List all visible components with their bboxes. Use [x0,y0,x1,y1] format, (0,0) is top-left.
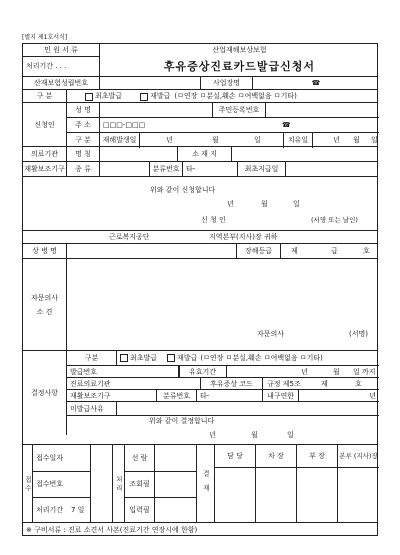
valid-year: 년 [301,368,308,376]
name-value[interactable] [100,103,213,117]
device-class-value[interactable]: 타- [183,162,238,177]
rrn-value[interactable] [266,103,379,117]
rrn-label: 주민등록번호 [213,103,266,117]
phone-icon: ☎ [311,79,321,87]
final-day: 일 [287,431,294,439]
grade-prefix: 제 [291,247,298,255]
required-docs: ※ 구비서류 : 진료 소견서 사본(진료기간 연장시에 한함) [26,526,198,534]
care-inst-label: 진료의료기관 [67,378,201,390]
advisor-label: 자문의사 [257,330,285,338]
recipient-office: 지역본부(지사)장 귀하 [209,233,278,241]
postal-code-boxes: □□□-□□□ [103,121,146,129]
division-row [23,89,377,103]
checkbox-reissue[interactable] [140,93,148,101]
grade-value[interactable] [281,244,379,259]
receipt-date-label: 접수일자 [33,445,91,471]
aid-class-value[interactable]: 타- [197,390,263,402]
grade-item-unit: 호 [363,247,370,255]
period-label-text: 처리기간 [36,506,64,514]
decision-reissue-detail: (ㅁ연장 ㅁ분실,훼손 ㅁ여백없음 ㅁ기타) [200,353,323,362]
input-label: 입력필 [125,497,155,523]
opinion-label-1: 자문의사 [30,293,59,302]
reissue-detail: (ㅁ연장 ㅁ분실,훼손 ㅁ여백없음 ㅁ기타) [174,92,297,100]
applicant-div-label: 구 분 [67,133,100,148]
device-label: 재활보조기구 [23,162,67,177]
johwe-label: 조회필 [125,471,155,497]
phone-icon-2: ☎ [282,121,291,129]
insurance-no-label: 산재보험성립번호 [23,77,100,90]
footer-row [23,522,377,538]
processing-table [23,444,377,523]
application-form [22,43,378,536]
valid-day: 일 까지 [353,368,376,376]
agency-name: 산업재해보상보험 [212,45,267,54]
approval-vertical-label: 결재 [197,445,215,523]
reissue-label: 재발급 [150,92,171,100]
decision-first-label: 최초발급 [130,353,158,362]
day-unit: 일 [254,136,261,144]
medical-name-label: 명 칭 [67,147,100,162]
device-kind-label: 종 류 [67,162,100,177]
final-declaration [23,414,377,444]
johwe-value[interactable] [155,471,197,497]
applicant-sign-label: 신 청 인 [201,216,226,224]
injury-row [23,243,377,259]
recipient-agency: 근로복지공단 [109,233,150,241]
sign-box-deputy[interactable] [256,467,297,523]
role-charge: 담 당 [215,445,256,467]
day-unit-2: 일 [371,136,378,144]
applicant-block [23,102,377,147]
first-issue-label: 최초발급 [95,92,123,100]
device-row [23,161,377,177]
receipt-no-label: 접수번호 [33,471,91,497]
final-text: 위와 같이 결정합니다 [149,417,215,425]
year-unit-2: 년 [333,136,340,144]
opinion-label [23,259,67,351]
form-number: [별지 제1호서식] [22,34,68,41]
durability-value[interactable]: 년 [369,391,376,400]
declaration-block [23,176,377,231]
address-value[interactable] [100,118,379,133]
processing-period: 처리기간 . . . [23,56,100,76]
grade-label: 장해등급 [237,244,281,259]
valid-month: 월 [333,368,340,376]
rule-unit: 호 [355,380,362,388]
form-title: 후유증상진료카드발급신청서 [163,59,316,73]
division-label: 구 분 [23,90,67,103]
device-class-label: 분류번호 [150,162,183,177]
role-manager: 부 장 [297,445,338,467]
decl-day: 일 [293,200,300,208]
decision-div-label: 구분 [67,351,117,365]
address-label: 주 소 [67,118,100,133]
first-supply-label: 최초지급일 [238,162,286,177]
sign-or-seal[interactable]: (서명 또는 날인) [311,216,358,224]
decision-div-options [117,351,379,365]
checkbox-decision-first[interactable] [120,354,128,362]
insurance-row [23,76,377,90]
injury-label: 상 병 명 [23,244,67,259]
receipt-blank [91,445,113,523]
declaration-text: 위와 같이 신청합니다 [150,186,216,194]
final-month: 월 [251,431,258,439]
grade-unit: 급 [331,247,338,255]
aid-label: 재활보조기구 [67,390,157,402]
checkbox-first-issue[interactable] [85,93,93,101]
civil-doc-label: 민 원 서 류 [23,44,100,56]
decision-label: 결정사항 [23,351,67,435]
rule-label: 규정 제5조 [267,380,301,388]
role-head: 본부 (지사)장 [339,451,378,460]
opinion-label-2: 소 견 [36,307,53,316]
applicant-label: 신청인 [23,103,67,147]
opinion-block [23,258,377,351]
sungram-value[interactable] [155,445,197,471]
month-unit-2: 월 [353,136,360,144]
aid-class-label: 분류번호 [157,390,197,402]
location-value[interactable] [232,147,379,162]
name-label: 성 명 [67,103,100,117]
header-row-1 [23,44,377,56]
sungram-label: 선 람 [125,445,155,471]
decision-reissue-label: 재발급 [177,353,198,362]
advisor-sign[interactable]: (서명) [349,330,368,338]
sign-box-charge[interactable] [215,467,256,523]
injury-value[interactable] [67,244,237,259]
business-name-label: 사업장명 [201,77,253,90]
sign-box-head[interactable] [338,467,379,523]
medical-row [23,146,377,162]
medical-label: 의료기관 [23,147,67,162]
recipient-row [23,230,377,244]
process-vertical-label: 처리 [113,445,125,523]
first-supply-value[interactable] [286,162,379,177]
reject-reason-label: 미발급사유 [67,402,117,416]
receipt-vertical-label: 접수 [23,445,33,523]
checkbox-decision-reissue[interactable] [167,354,175,362]
decl-month: 월 [261,200,268,208]
issue-no-label: 발급번호 [67,366,179,378]
code-label: 후유증상 코드 [201,378,263,390]
sign-box-manager[interactable] [297,467,338,523]
decl-year: 년 [227,200,234,208]
period-value: 7 일 [71,506,85,514]
month-unit: 월 [212,136,219,144]
rule-prefix: 제 [321,380,328,388]
cure-date-label: 치유일 [284,133,313,148]
valid-period-label: 유효기간 [179,366,227,378]
header-row-2 [23,56,377,76]
device-kind-value[interactable] [100,162,150,177]
year-unit: 년 [166,136,173,144]
input-value[interactable] [155,497,197,523]
location-label: 소 재 지 [178,147,232,162]
final-year: 년 [209,431,216,439]
role-deputy: 차 장 [256,445,297,467]
accident-date-label: 재해발생일 [100,133,140,148]
medical-name-value[interactable] [100,147,178,162]
processing-period-label [33,497,91,523]
durability-label: 내구연한 [263,390,299,402]
